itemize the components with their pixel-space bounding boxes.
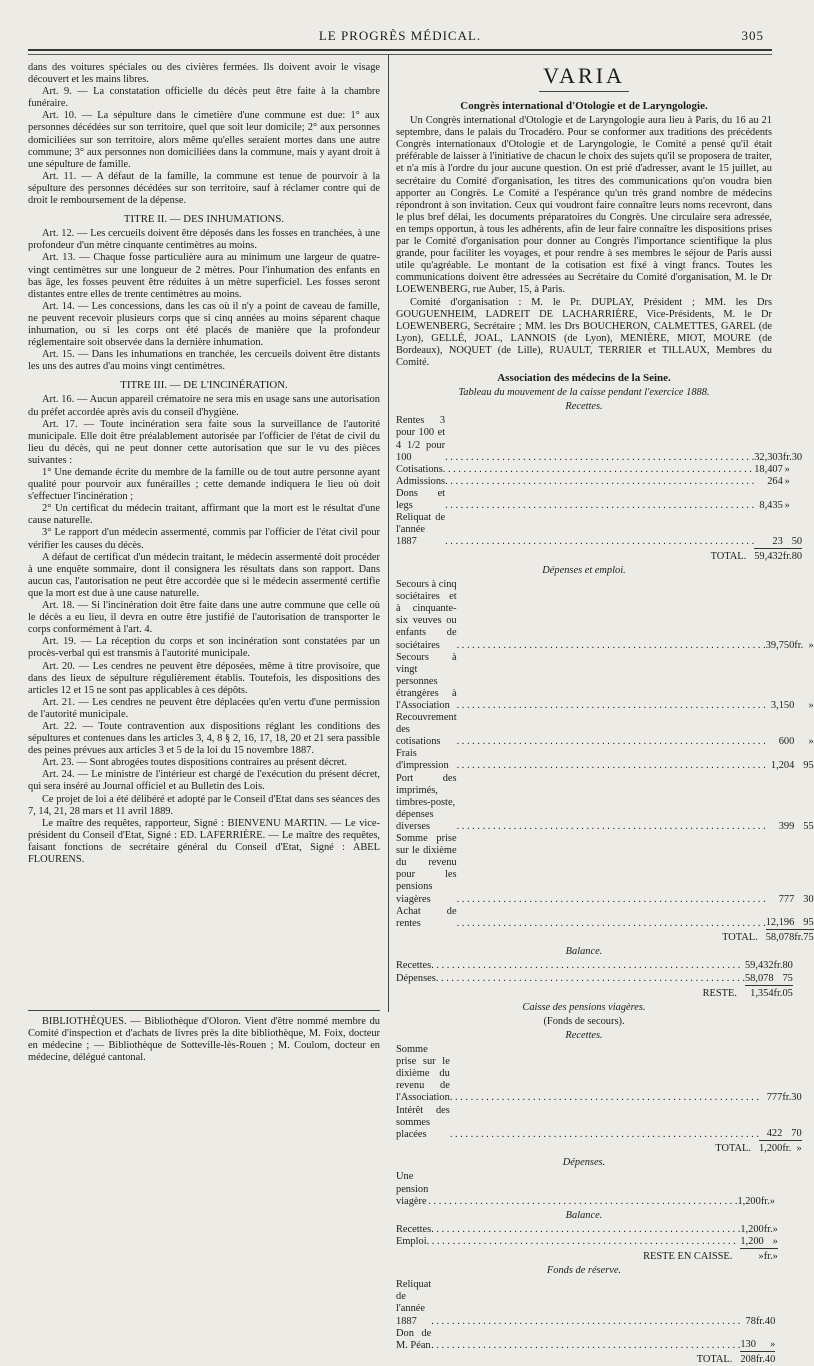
table-title: Tableau du mouvement de la caisse pendant l'exercice 1888. (458, 387, 710, 399)
table-balance (396, 960, 793, 999)
row-unit (782, 1105, 791, 1141)
row-unit: fr. (763, 1223, 773, 1235)
row-label: Rentes 3 pour 100 et 4 1/2 pour 100 (396, 415, 446, 463)
dot-leader (457, 736, 766, 748)
dot-leader (457, 821, 766, 833)
row-amount: 422 (766, 1128, 783, 1140)
table-total-row (396, 548, 802, 563)
total-unit: fr. (774, 985, 783, 1000)
row-unit (756, 1328, 765, 1352)
column-divider (388, 54, 389, 1012)
running-header (28, 28, 772, 46)
row-label-cell (396, 712, 766, 748)
paragraph: 2° Un certificat du médecin traitant, affirmant que la mort est le résultat d'une cause naturelle. (28, 503, 380, 527)
paragraph: A défaut de certificat d'un médecin traitant, le médecin assermenté doit procéder à une enquête sommaire, dont il consignera les résultats dans son rapport. Dans aucun cas, l'autorisation ne peut être accordée que si le médecin assermenté certifie que la mort est due à une cause naturelle. (28, 551, 380, 599)
row-cents: » (769, 1195, 775, 1207)
table-row (396, 833, 814, 906)
label-leader (396, 415, 754, 463)
total-unit: fr. (782, 1141, 791, 1156)
total-amount: 1,200 (759, 1141, 782, 1156)
label-leader (396, 748, 766, 772)
row-cents (792, 488, 802, 512)
row-unit: » (784, 475, 790, 487)
table-reserve (396, 1279, 775, 1366)
total-cents: 05 (782, 985, 792, 1000)
row-amount: 777 (766, 1092, 783, 1104)
article-16: Art. 16. — Aucun appareil crématoire ne sera mis en usage sans une autorisation du préfet accordée après avis du conseil d'hygiène. (28, 394, 380, 418)
dot-leader (431, 1224, 740, 1236)
subheading-depenses: Dépenses et emploi. (542, 564, 626, 576)
row-label: Frais d'impression (396, 748, 449, 772)
table-row (396, 1328, 775, 1352)
dot-leader (445, 476, 754, 488)
table-row (396, 712, 814, 748)
row-cents: 95 (803, 760, 814, 772)
label-leader (396, 464, 754, 476)
dot-leader (457, 700, 766, 712)
row-label: Port des imprimés, timbres-poste, dépenses diverses (396, 772, 457, 832)
table-row (396, 1171, 775, 1207)
row-amount: 12,196 (765, 917, 795, 929)
total-amount: 208 (740, 1352, 756, 1366)
dot-leader (436, 973, 745, 985)
section-heading-titre-3: TITRE III. — DE L'INCINÉRATION. (120, 379, 288, 392)
table-row (396, 1224, 778, 1236)
total-unit: fr. (794, 930, 803, 945)
row-amount: 264 (767, 475, 783, 487)
row-label: Reliquat de l'année 1887 (396, 1279, 432, 1327)
row-amount: 1,204 (770, 760, 795, 772)
subheading-recettes: Recettes. (565, 401, 603, 413)
row-label: Emploi (396, 1236, 427, 1248)
dot-leader (457, 760, 766, 772)
row-unit: fr. (782, 451, 792, 463)
table-recettes (396, 415, 802, 563)
label-leader (396, 488, 754, 512)
row-label-cell (396, 415, 754, 463)
row-cents: 30 (803, 893, 814, 905)
table-row (396, 773, 814, 833)
table-row (396, 464, 802, 476)
dot-leader (457, 894, 766, 906)
row-unit (774, 973, 783, 986)
dot-leader (445, 536, 754, 548)
article-19: Art. 19. — La réception du corps et son incinération sont constatées par un procès-verbal qui est transmis à l'autorité municipale. (28, 636, 380, 660)
article-13: Art. 13. — Chaque fosse particulière aura au minimum une largeur de quatre-vingt centimètres sur une longueur de 2 mètres. Pour l'inhumation des enfants en bas âge, les fosses peuvent être réduites à un mètre superficiel. Les fosses seront distantes entre elles de trente centimètres au moins. (28, 252, 380, 300)
label-leader (396, 579, 766, 652)
dot-leader (431, 960, 745, 972)
table-row (396, 906, 814, 930)
row-label: Cotisations (396, 463, 443, 475)
label-leader (396, 1279, 740, 1327)
label-leader (396, 476, 754, 488)
total-cents: » (773, 1249, 778, 1264)
row-label-cell (396, 1224, 740, 1236)
label-leader (396, 1328, 740, 1352)
row-label-cell (396, 476, 754, 488)
label-leader (396, 1224, 740, 1236)
total-amount: » (740, 1249, 763, 1264)
paragraph: 1° Une demande écrite du membre de la famille ou de tout autre personne ayant qualité pour pourvoir aux funérailles ; cette demande indiquera le lieu où doit s'effectuer l'incinération ; (28, 467, 380, 503)
row-amount: 3,150 (770, 700, 795, 711)
subheading-depenses-2: Dépenses. (562, 1157, 606, 1169)
total-unit: fr. (756, 1352, 765, 1366)
label-leader (396, 1236, 740, 1248)
paragraph: BIBLIOTHÈQUES. — Bibliothèque d'Oloron. Vient d'être nommé membre du Comité d'inspection et d'achats de livres près la dite bibliothèque, M. Foix, docteur en médecine ; — Bibliothèque de Sotteville-lès-Rouen ; M. Coulom, docteur en médecine, délégué cantonal. (28, 1016, 380, 1064)
row-label: Somme prise sur le dixième du revenu de l'Association (396, 1044, 450, 1104)
row-label: Dons et legs (396, 487, 446, 511)
article-10: Art. 10. — La sépulture dans le cimetière d'une commune est due: 1° aux personnes décédées sur son territoire, quel que soit leur domicile; 2° aux personnes domiciliées sur son territoire, alors même qu'elles seraient mortes dans une autre commune; 3° aux personnes non domiciliées dans la commune, mais y ayant droit à une sépulture de famille. (28, 110, 380, 170)
row-label: Recettes (396, 960, 432, 972)
article-18: Art. 18. — Si l'incinération doit être faite dans une autre commune que celle où le décès a eu lieu, il devra en outre être justifié de l'autorisation de transporter le corps conformément à l'art. 4. (28, 600, 380, 636)
label-leader (396, 833, 766, 906)
row-label-cell (396, 464, 754, 476)
article-22: Art. 22. — Toute contravention aux dispositions réglant les conditions des sépultures et contenues dans les articles 3, 4, 8 § 2, 16, 17, 18, 20 et 21 sera passible des peines prévues aux articles 3 et 5 de la loi du 15 novembre 1887. (28, 720, 380, 757)
table-depenses-2 (396, 1171, 775, 1207)
row-label-cell (396, 960, 745, 972)
row-label-cell (396, 833, 766, 906)
row-cents: 70 (791, 1128, 802, 1140)
row-amount: 777 (778, 893, 795, 905)
row-label-cell (396, 512, 754, 548)
row-amount: 1,200 (740, 1223, 764, 1235)
row-label: Reliquat de l'année 1887 (396, 512, 446, 548)
row-label-cell (396, 748, 766, 772)
total-cents: 75 (803, 930, 813, 945)
heading-congres: Congrès international d'Otologie et de Laryngologie. (460, 100, 708, 112)
table-row (396, 415, 802, 463)
row-label: Admissions (396, 475, 446, 487)
total-unit: fr. (764, 1249, 773, 1264)
dot-leader (450, 1129, 759, 1141)
table-row (396, 512, 802, 548)
row-cents: » (772, 1235, 778, 1247)
row-label: Dépenses (396, 973, 436, 985)
row-label: Don de M. Péan (396, 1327, 432, 1351)
row-amount: 32,303 (754, 451, 783, 463)
subheading-fonds: (Fonds de secours). (543, 1015, 625, 1027)
row-cents (792, 476, 802, 488)
row-unit (794, 748, 803, 772)
row-cents: » (808, 736, 814, 748)
dot-leader (450, 1092, 759, 1104)
dot-leader (428, 1196, 737, 1208)
total-label: TOTAL. (715, 1143, 751, 1155)
row-unit: » (784, 463, 790, 475)
row-label-cell (396, 1105, 759, 1141)
table-row (396, 1279, 775, 1327)
total-unit: fr. (783, 548, 792, 563)
table-row (396, 1105, 802, 1141)
article-17: Art. 17. — Toute incinération sera faite sous la surveillance de l'autorité municipale. Elle doit être préalablement autorisée par l'officier de l'état de civil du lieu du décès, qui ne peut donner cette autorisation que sur le vu des pièces suivantes : (28, 418, 380, 466)
table-row (396, 960, 793, 972)
total-cents: » (791, 1141, 801, 1156)
footnote-rule (28, 1010, 380, 1011)
total-amount: 59,432 (754, 548, 783, 563)
table-row (396, 579, 814, 652)
total-label: TOTAL. (710, 550, 747, 562)
article-9: Art. 9. — La constatation officielle du décès peut être faite à la chambre funéraire. (28, 86, 380, 110)
row-label: Achat de rentes (396, 905, 457, 929)
row-label-cell (396, 1044, 759, 1104)
row-amount: 1,200 (737, 1195, 761, 1207)
total-amount: 58,078 (766, 930, 795, 945)
table-row (396, 488, 802, 512)
paragraph: Un Congrès international d'Otologie et de Laryngologie aura lieu à Paris, du 16 au 21 septembre, dans le palais du Trocadéro. Pour se conformer aux traditions des précédents Congrès internationaux d'Otologie et de Laryngologie, le Comité a pensé qu'il était préférable de laisser à l'initiative de chacun le choix des sujets qu'il se proposera de traiter, et n'a mis à l'ordre du jour aucune question. On est prié d'adresser, avant le 15 juillet, au secrétaire du Comité d'organisation, les titres des communications qu'on voudra bien apporter au Congrès. Le Comité a l'espérance qu'un très grand nombre de médecins répondront à son invitation. Ceux qui voudront faire connaître leurs noms recevront, dans le plus bref délai, les documents préparatoires du Congrès. Une circulaire sera adressée, en temps opportun, à tous les adhérents, afin de leur faire connaître les dispositions prises par le Comité d'organisation pour donner au Congrès l'importance scientifique la plus grande, pour faciliter les voyages, et pour rendre à ses membres le séjour de Paris aussi utile qu'agréable. Le montant de la cotisation est fixé à vingt francs. Toutes les communications doivent être adressées au Secrétaire du Comité d'organisation, M. le Dr LOEWENBERG, rue Auber, 15, à Paris. (396, 115, 772, 296)
row-label-cell (396, 1236, 740, 1249)
header-rule (28, 49, 772, 55)
subheading-balance: Balance. (565, 946, 603, 958)
row-unit: » (784, 500, 790, 511)
table-balance-2 (396, 1224, 778, 1263)
row-label-cell (396, 1328, 740, 1352)
row-label: Somme prise sur le dixième du revenu pour les pensions viagères (396, 833, 457, 905)
row-cents: 40 (764, 1315, 776, 1327)
paragraph: Ce projet de loi a été délibéré et adopté par le Conseil d'Etat dans ses séances des 7, 14, 21, 28 mars et 11 avril 1889. (28, 793, 380, 817)
bibliotheques-note (28, 1016, 380, 1064)
row-unit: fr. (755, 1315, 765, 1327)
dot-leader (427, 1236, 741, 1248)
label-leader (396, 512, 754, 548)
section-heading-titre-2: TITRE II. — DES INHUMATIONS. (123, 213, 285, 226)
row-label-cell (396, 1279, 740, 1327)
row-amount: 23 (772, 535, 783, 547)
row-unit: fr. (782, 1092, 792, 1104)
page-number: 305 (741, 28, 764, 43)
row-cents: 55 (803, 820, 814, 832)
row-label-cell (396, 773, 766, 833)
label-leader (396, 773, 766, 833)
subheading-balance-2: Balance. (565, 1209, 603, 1221)
row-label-cell (396, 973, 745, 986)
article-12: Art. 12. — Les cercueils doivent être déposés dans les fosses en tranchées, à une profondeur d'un mètre cinquante centimètres au moins. (28, 228, 380, 252)
label-leader (396, 906, 766, 930)
label-leader (396, 652, 766, 712)
row-amount: 399 (778, 820, 795, 832)
dot-leader (445, 500, 754, 512)
row-unit (794, 833, 803, 906)
table-row (396, 973, 793, 986)
row-label: Recettes (396, 1223, 432, 1235)
row-cents: 30 (791, 451, 803, 463)
row-unit (783, 512, 792, 548)
table-row (396, 748, 814, 772)
article-14: Art. 14. — Les concessions, dans les cas où il n'y a point de caveau de famille, ne peuvent recevoir plusieurs corps que si cinq années au moins séparent chaque inhumation, ou si les corps ont été placés de manière que la profondeur réglementaire soit observée dans la dernière inhumation. (28, 300, 380, 349)
paragraph: Comité d'organisation : M. le Pr. DUPLAY, Président ; MM. les Drs GOUGUENHEIM, LADREIT DE LACHARRIÈRE, Vice-Présidents, M. le Dr LOEWENBERG, Secrétaire ; MM. les Drs BOUCHERON, CALMETTES, GAREL (de Lyon), GELLÉ, JOAL, LANNOIS (de Lyon), MENIÈRE, MIOT, MOURE (de Bordeaux), NOQUET (de Lille), RUAULT, TERRIER et TILLAUX, Membres du Comité. (396, 296, 772, 368)
row-amount: 130 (740, 1339, 756, 1351)
label-leader (396, 1044, 759, 1104)
row-label-cell (396, 1171, 737, 1207)
label-leader (396, 1105, 759, 1141)
table-recettes-2 (396, 1044, 802, 1155)
row-label: Secours à vingt personnes étrangères à l'Association (396, 651, 457, 711)
row-amount: 39,750 (765, 639, 795, 651)
table-total-row (396, 930, 814, 945)
table-total-row (396, 1249, 778, 1264)
row-cents: » (808, 639, 814, 651)
row-cents (792, 464, 802, 476)
subheading-recettes-2: Recettes. (565, 1029, 603, 1041)
table-row (396, 476, 802, 488)
row-cents: 50 (791, 535, 803, 547)
table-row (396, 1236, 778, 1249)
total-label: TOTAL. (722, 932, 758, 944)
row-cents: » (772, 1223, 778, 1235)
paragraph: dans des voitures spéciales ou des civières fermées. Ils doivent avoir le visage découvert et les mains libres. (28, 62, 380, 86)
row-label-cell (396, 906, 766, 930)
row-amount: 59,432 (744, 960, 774, 972)
dot-leader (445, 452, 754, 464)
row-label: Intérêt des sommes placées (396, 1104, 450, 1140)
dot-leader (431, 1316, 740, 1328)
row-unit (764, 1236, 773, 1249)
journal-title: LE PROGRÈS MÉDICAL. (318, 28, 482, 43)
table-depenses (396, 579, 814, 944)
row-label-cell (396, 652, 766, 712)
article-20: Art. 20. — Les cendres ne peuvent être déposées, même à titre provisoire, que dans des lieux de sépulture régulièrement établis. Toutefois, les dispositions des articles 12 et 15 ne sont pas applicables à ces dépôts. (28, 660, 380, 696)
table-total-row (396, 1141, 802, 1156)
dot-leader (457, 640, 766, 652)
right-column (396, 62, 814, 1366)
article-24: Art. 24. — Le ministre de l'intérieur est chargé de l'exécution du présent décret, qui sera inséré au Journal officiel et au Bulletin des Lois. (28, 769, 380, 793)
row-unit (794, 773, 803, 833)
section-title-varia: VARIA (543, 63, 625, 88)
row-label: Une pension viagère (396, 1171, 429, 1207)
row-cents: 30 (791, 1092, 802, 1104)
row-label: Recouvrement des cotisations (396, 712, 457, 748)
total-amount: 1,354 (745, 985, 774, 1000)
dot-leader (443, 464, 754, 476)
signatures: Le maître des requêtes, rapporteur, Signé : BIENVENU MARTIN. — Le vice-président du Conseil d'Etat, Signé : ED. LAFERRIÈRE. — Le maître des requêtes, faisant fonctions de secrétaire général du Conseil d'Etat, Signé : ABEL FLOURENS. (28, 817, 380, 865)
table-row (396, 652, 814, 712)
heading-association: Association des médecins de la Seine. (497, 372, 671, 385)
title-rule (539, 91, 629, 92)
row-unit (794, 906, 803, 930)
row-amount: 8,435 (759, 500, 783, 511)
label-leader (396, 1171, 737, 1207)
row-cents: » (770, 1339, 776, 1351)
row-unit: fr. (794, 639, 804, 651)
subheading-pensions: Caisse des pensions viagères. (522, 1001, 646, 1013)
row-amount: 600 (778, 736, 795, 748)
dot-leader (457, 918, 766, 930)
total-label: TOTAL. (696, 1354, 733, 1366)
table-row (396, 1044, 802, 1104)
row-unit: fr. (760, 1195, 770, 1207)
row-unit: fr. (773, 960, 783, 972)
row-label-cell (396, 579, 766, 652)
label-leader (396, 960, 745, 972)
label-leader (396, 973, 745, 985)
left-column (28, 62, 380, 866)
row-amount: 18,407 (754, 463, 783, 475)
total-label: RESTE. (702, 987, 737, 999)
article-11: Art. 11. — A défaut de la famille, la commune est tenue de pourvoir à la sépulture des personnes décédées sur son territoire, sauf à réclamer contre qui de droit le remboursement de la dépense. (28, 170, 380, 207)
row-unit (794, 712, 803, 748)
row-label-cell (396, 488, 754, 512)
row-cents: » (808, 700, 814, 711)
total-cents: 80 (792, 548, 802, 563)
article-23: Art. 23. — Sont abrogées toutes dispositions contraires au présent décret. (42, 757, 348, 769)
dot-leader (431, 1340, 740, 1352)
table-total-row (396, 985, 793, 1000)
row-cents: 95 (803, 917, 814, 929)
subheading-reserve: Fonds de réserve. (546, 1265, 622, 1277)
article-15: Art. 15. — Dans les inhumations en tranchée, les cercueils doivent être distants les uns des autres d'au moins vingt centimètres. (28, 349, 380, 373)
row-amount: 78 (745, 1315, 756, 1327)
article-21: Art. 21. — Les cendres ne peuvent être déplacées qu'en vertu d'une permission de l'autorité municipale. (28, 696, 380, 720)
row-cents: 80 (782, 960, 793, 972)
row-cents: 75 (782, 972, 793, 984)
label-leader (396, 712, 766, 748)
total-cents: 40 (765, 1352, 775, 1366)
row-label: Secours à cinq sociétaires et à cinquante-six veuves ou enfants de sociétaires (396, 579, 457, 651)
table-total-row (396, 1352, 775, 1366)
row-amount: 1,200 (740, 1235, 764, 1247)
row-unit (794, 652, 803, 712)
total-label: RESTE EN CAISSE. (643, 1251, 733, 1263)
row-amount: 58,078 (744, 972, 774, 984)
paragraph: 3° Le rapport d'un médecin assermenté, commis par l'officier de l'état civil pour vérifier les causes du décès. (28, 527, 380, 551)
